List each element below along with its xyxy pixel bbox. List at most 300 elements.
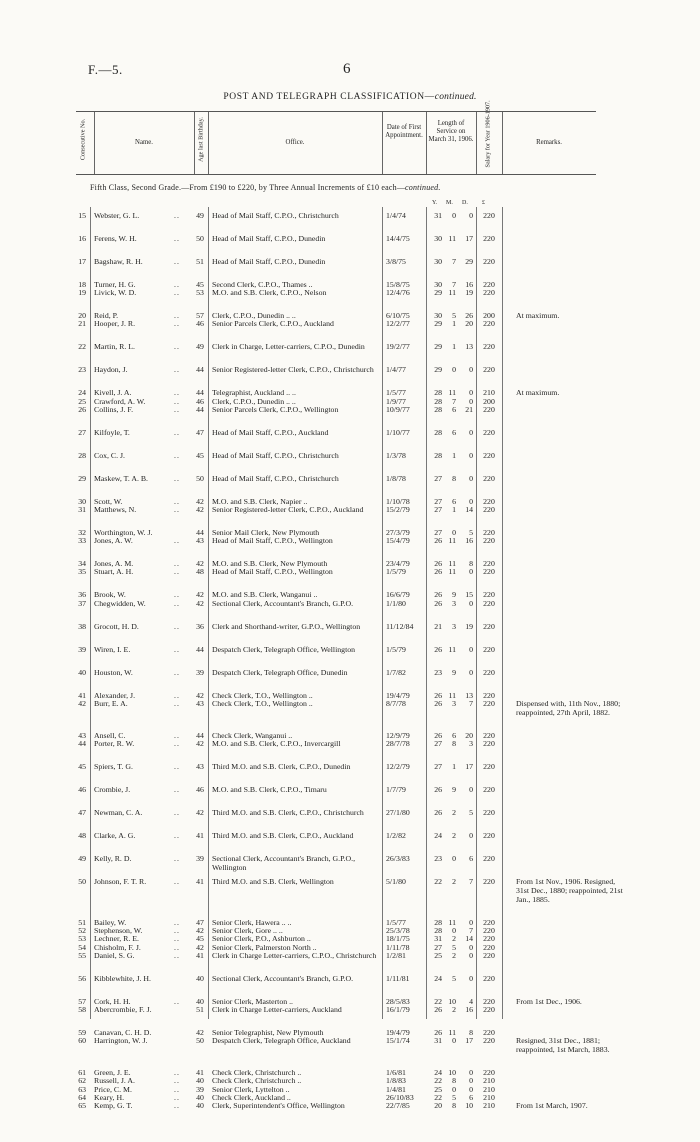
cell-name: Burr, E. A. <box>94 698 128 708</box>
cell-dots: .. <box>174 536 180 546</box>
cell-age: 42 <box>196 559 204 569</box>
cell-date: 12/4/76 <box>386 288 410 298</box>
cell-date: 23/4/79 <box>386 559 410 569</box>
cell-d: 0 <box>469 473 473 483</box>
cell-no: 18 <box>78 280 86 289</box>
cell-name: Keary, H. <box>94 1092 125 1102</box>
class-heading-continued: continued. <box>405 183 441 192</box>
cell-sal: 220 <box>483 950 495 960</box>
cell-d: 0 <box>469 950 473 960</box>
cell-age: 47 <box>196 427 204 437</box>
cell-office: M.O. and S.B. Clerk, Napier .. <box>212 496 308 506</box>
cell-dots: .. <box>174 559 180 569</box>
cell-office: Clerk and Shorthand-writer, G.P.O., Wellington <box>212 621 361 631</box>
cell-m: 8 <box>452 1076 456 1086</box>
cell-office: Senior Parcels Clerk, C.P.O., Auckland <box>212 319 334 329</box>
cell-no: 15 <box>78 211 86 220</box>
cell-name: Daniel, S. G. <box>94 950 135 960</box>
cell-m: 11 <box>448 644 456 654</box>
cell-office: Sectional Clerk, Accountant's Branch, G.P.O. <box>212 973 354 983</box>
cell-sal: 210 <box>483 1084 495 1094</box>
cell-d: 17 <box>465 1036 473 1046</box>
cell-date: 1/2/81 <box>386 950 406 960</box>
title-continued: continued. <box>434 92 477 102</box>
cell-sal: 220 <box>483 257 495 266</box>
cell-date: 1/5/77 <box>386 388 406 398</box>
cell-y: 27 <box>434 505 442 514</box>
cell-d: 14 <box>465 934 473 944</box>
cell-dots: .. <box>174 598 180 608</box>
cell-date: 14/4/75 <box>386 234 410 243</box>
cell-office: Head of Mail Staff, C.P.O., Christchurch <box>212 473 339 483</box>
cell-m: 7 <box>452 280 456 289</box>
cell-date: 22/7/85 <box>386 1101 410 1110</box>
cell-sal: 210 <box>483 1092 495 1102</box>
cell-no: 36 <box>78 590 86 600</box>
table-header <box>76 100 596 175</box>
cell-name: Alexander, J. <box>94 690 136 700</box>
cell-y: 23 <box>434 667 442 677</box>
cell-sal: 220 <box>483 785 495 794</box>
cell-y: 30 <box>434 257 442 266</box>
cell-no: 60 <box>78 1036 86 1046</box>
cell-sal: 220 <box>483 854 495 863</box>
cell-date: 1/5/77 <box>386 918 406 927</box>
cell-d: 29 <box>465 257 473 266</box>
cell-age: 40 <box>196 996 204 1006</box>
cell-name: Kilfoyle, T. <box>94 427 130 437</box>
cell-dots: .. <box>174 427 180 437</box>
cell-d: 8 <box>469 1028 473 1037</box>
cell-no: 37 <box>78 598 86 608</box>
cell-m: 2 <box>452 808 456 817</box>
cell-age: 42 <box>196 598 204 608</box>
cell-m: 6 <box>452 496 456 506</box>
cell-d: 0 <box>469 598 473 608</box>
cell-office: Clerk, C.P.O., Dunedin .. .. <box>212 396 296 406</box>
unit-years: Y. <box>432 200 438 206</box>
cell-m: 7 <box>452 257 456 266</box>
document-reference: F.—5. <box>88 62 123 77</box>
cell-no: 64 <box>78 1092 86 1102</box>
cell-date: 18/1/75 <box>386 934 410 944</box>
cell-name: Maskew, T. A. B. <box>94 473 148 483</box>
cell-no: 46 <box>78 785 86 794</box>
cell-age: 44 <box>196 388 204 398</box>
cell-age: 42 <box>196 690 204 700</box>
cell-d: 15 <box>465 590 473 600</box>
cell-remarks: At maximum. <box>516 311 560 321</box>
cell-age: 42 <box>196 590 204 600</box>
cell-name: Johnson, F. T. R. <box>94 877 147 886</box>
unit-days: D. <box>462 200 468 206</box>
cell-dots: .. <box>174 1092 180 1102</box>
cell-y: 28 <box>434 918 442 927</box>
cell-dots: .. <box>174 934 180 944</box>
cell-no: 25 <box>78 396 86 406</box>
cell-y: 26 <box>434 644 442 654</box>
cell-y: 27 <box>434 762 442 771</box>
cell-y: 26 <box>434 785 442 794</box>
cell-name: Brook, W. <box>94 590 126 600</box>
cell-sal: 220 <box>483 559 495 569</box>
cell-dots: .. <box>174 996 180 1006</box>
cell-age: 45 <box>196 934 204 944</box>
cell-office: Senior Registered-letter Clerk, C.P.O., Auckland <box>212 505 364 514</box>
cell-m: 7 <box>452 396 456 406</box>
cell-age: 57 <box>196 311 204 321</box>
cell-age: 53 <box>196 288 204 298</box>
cell-date: 1/7/79 <box>386 785 406 794</box>
cell-d: 0 <box>469 644 473 654</box>
cell-y: 27 <box>434 739 442 748</box>
cell-age: 48 <box>196 567 204 577</box>
cell-name: Kibblewhite, J. H. <box>94 973 151 983</box>
cell-office: Despatch Clerk, Telegraph Office, Auckland <box>212 1036 351 1046</box>
cell-dots: .. <box>174 567 180 577</box>
cell-no: 27 <box>78 427 86 437</box>
cell-date: 16/1/79 <box>386 1005 410 1014</box>
cell-m: 8 <box>452 1101 456 1110</box>
cell-office: M.O. and S.B. Clerk, C.P.O., Invercargill <box>212 739 341 748</box>
cell-y: 26 <box>434 690 442 700</box>
cell-d: 20 <box>465 730 473 740</box>
cell-age: 51 <box>196 257 204 266</box>
cell-office: Check Clerk, Auckland .. <box>212 1092 291 1102</box>
cell-d: 0 <box>469 667 473 677</box>
cell-m: 11 <box>448 918 456 927</box>
cell-no: 23 <box>78 365 86 375</box>
cell-y: 22 <box>434 1076 442 1086</box>
cell-d: 0 <box>469 942 473 952</box>
cell-date: 1/4/74 <box>386 211 406 220</box>
cell-office: Senior Clerk, Masterton .. <box>212 996 293 1006</box>
cell-date: 1/11/81 <box>386 973 410 983</box>
cell-dots: .. <box>174 211 180 220</box>
cell-no: 42 <box>78 698 86 708</box>
cell-date: 1/2/82 <box>386 831 406 840</box>
cell-sal: 220 <box>483 404 495 414</box>
cell-no: 52 <box>78 926 86 936</box>
cell-date: 1/8/78 <box>386 473 406 483</box>
cell-d: 0 <box>469 785 473 794</box>
cell-age: 44 <box>196 644 204 654</box>
cell-dots: .. <box>174 730 180 740</box>
cell-no: 38 <box>78 621 86 631</box>
cell-no: 65 <box>78 1101 86 1110</box>
cell-dots: .. <box>174 280 180 289</box>
cell-name: Stephenson, W. <box>94 926 143 936</box>
cell-age: 40 <box>196 1076 204 1086</box>
cell-y: 24 <box>434 1068 442 1078</box>
cell-m: 2 <box>452 1005 456 1014</box>
cell-m: 0 <box>452 528 456 537</box>
cell-office: Head of Mail Staff, C.P.O., Auckland <box>212 427 329 437</box>
cell-m: 9 <box>452 785 456 794</box>
header-office: Office. <box>285 139 305 146</box>
cell-name: Jones, A. W. <box>94 536 133 546</box>
cell-office: M.O. and S.B. Clerk, C.P.O., Timaru <box>212 785 327 794</box>
cell-age: 42 <box>196 926 204 936</box>
cell-date: 1/5/79 <box>386 644 406 654</box>
unit-months: M. <box>446 200 453 206</box>
cell-age: 39 <box>196 667 204 677</box>
cell-dots: .. <box>174 621 180 631</box>
cell-sal: 220 <box>483 1068 495 1078</box>
cell-age: 47 <box>196 918 204 927</box>
cell-sal: 220 <box>483 926 495 936</box>
cell-y: 20 <box>434 1101 442 1110</box>
cell-d: 0 <box>469 1068 473 1078</box>
cell-dots: .. <box>174 1068 180 1078</box>
cell-y: 26 <box>434 559 442 569</box>
cell-m: 6 <box>452 404 456 414</box>
cell-m: 10 <box>448 996 456 1006</box>
cell-office: Check Clerk, Wanganui .. <box>212 730 293 740</box>
cell-sal: 220 <box>483 918 495 927</box>
cell-d: 19 <box>465 621 473 631</box>
cell-y: 23 <box>434 854 442 863</box>
cell-age: 49 <box>196 211 204 220</box>
cell-name: Clarke, A. G. <box>94 831 136 840</box>
cell-y: 28 <box>434 450 442 460</box>
cell-age: 40 <box>196 1092 204 1102</box>
cell-date: 6/10/75 <box>386 311 410 321</box>
cell-d: 26 <box>465 311 473 321</box>
cell-d: 14 <box>465 505 473 514</box>
class-heading-text: Fifth Class, Second Grade.—From £190 to £220, by Three Annual Increments of £10 each— <box>90 183 406 192</box>
cell-no: 44 <box>78 739 86 748</box>
cell-no: 41 <box>78 690 86 700</box>
cell-sal: 220 <box>483 319 495 329</box>
cell-y: 31 <box>434 1036 442 1046</box>
cell-no: 58 <box>78 1005 86 1014</box>
cell-date: 16/6/79 <box>386 590 410 600</box>
cell-age: 41 <box>196 1068 204 1078</box>
cell-no: 50 <box>78 877 86 886</box>
cell-no: 16 <box>78 234 86 243</box>
cell-office: Head of Mail Staff, C.P.O., Wellington <box>212 536 333 546</box>
page-number: 6 <box>343 61 351 77</box>
cell-office: Third M.O. and S.B. Clerk, C.P.O., Dunedin <box>212 762 351 771</box>
cell-date: 27/1/80 <box>386 808 410 817</box>
cell-office: Third M.O. and S.B. Clerk, Wellington <box>212 877 334 886</box>
cell-date: 1/7/82 <box>386 667 406 677</box>
cell-age: 44 <box>196 528 204 537</box>
cell-name: Webster, G. L. <box>94 211 140 220</box>
cell-office: Senior Clerk, Hawera .. .. <box>212 918 292 927</box>
cell-d: 0 <box>469 831 473 840</box>
cell-age: 41 <box>196 950 204 960</box>
cell-age: 39 <box>196 854 204 863</box>
cell-y: 31 <box>434 934 442 944</box>
cell-sal: 220 <box>483 427 495 437</box>
cell-m: 5 <box>452 942 456 952</box>
cell-name: Chegwidden, W. <box>94 598 146 608</box>
cell-sal: 220 <box>483 1028 495 1037</box>
cell-no: 39 <box>78 644 86 654</box>
cell-office: Head of Mail Staff, C.P.O., Christchurch <box>212 211 339 220</box>
cell-y: 29 <box>434 288 442 298</box>
cell-dots: .. <box>174 590 180 600</box>
cell-date: 1/11/78 <box>386 942 410 952</box>
cell-sal: 220 <box>483 342 495 352</box>
cell-office: Clerk in Charge Letter-carriers, C.P.O., Christchurch <box>212 950 377 960</box>
cell-office: Head of Mail Staff, C.P.O., Christchurch <box>212 450 339 460</box>
cell-y: 29 <box>434 319 442 329</box>
cell-age: 50 <box>196 234 204 243</box>
cell-name: Russell, J. A. <box>94 1076 135 1086</box>
cell-y: 26 <box>434 698 442 708</box>
cell-sal: 220 <box>483 644 495 654</box>
cell-no: 33 <box>78 536 86 546</box>
cell-name: Matthews, N. <box>94 505 137 514</box>
cell-name: Scott, W. <box>94 496 123 506</box>
cell-name: Cork, H. H. <box>94 996 131 1006</box>
cell-date: 1/8/83 <box>386 1076 406 1086</box>
cell-remarks: From 1st Nov., 1906. Resigned, 31st Dec., 1880; reappointed, 21st Jan., 1885. <box>516 877 623 904</box>
cell-m: 3 <box>452 598 456 608</box>
cell-sal: 220 <box>483 942 495 952</box>
cell-age: 42 <box>196 505 204 514</box>
cell-age: 41 <box>196 877 204 886</box>
cell-y: 27 <box>434 528 442 537</box>
cell-d: 0 <box>469 388 473 398</box>
cell-date: 1/5/79 <box>386 567 406 577</box>
cell-sal: 220 <box>483 1005 495 1014</box>
cell-sal: 220 <box>483 288 495 298</box>
cell-date: 19/4/79 <box>386 1028 410 1037</box>
cell-m: 0 <box>452 926 456 936</box>
cell-y: 21 <box>434 621 442 631</box>
cell-office: Check Clerk, T.O., Wellington .. <box>212 698 313 708</box>
cell-dots: .. <box>174 690 180 700</box>
cell-name: Ferens, W. H. <box>94 234 137 243</box>
cell-age: 42 <box>196 1028 204 1037</box>
cell-no: 45 <box>78 762 86 771</box>
cell-date: 12/2/79 <box>386 762 410 771</box>
cell-date: 3/8/75 <box>386 257 406 266</box>
cell-age: 39 <box>196 1084 204 1094</box>
column-rule <box>382 207 383 1019</box>
header-remarks: Remarks. <box>536 139 562 146</box>
cell-dots: .. <box>174 404 180 414</box>
cell-no: 32 <box>78 528 86 537</box>
cell-y: 26 <box>434 598 442 608</box>
cell-sal: 220 <box>483 211 495 220</box>
cell-sal: 220 <box>483 996 495 1006</box>
cell-dots: .. <box>174 667 180 677</box>
cell-no: 30 <box>78 496 86 506</box>
cell-age: 44 <box>196 730 204 740</box>
cell-age: 42 <box>196 496 204 506</box>
cell-name: Grocott, H. D. <box>94 621 139 631</box>
cell-no: 35 <box>78 567 86 577</box>
cell-age: 45 <box>196 450 204 460</box>
cell-office: Senior Clerk, Lyttelton .. <box>212 1084 290 1094</box>
cell-d: 0 <box>469 1076 473 1086</box>
cell-date: 1/9/77 <box>386 396 406 406</box>
cell-y: 26 <box>434 567 442 577</box>
cell-name: Kemp, G. T. <box>94 1101 133 1110</box>
column-rule <box>208 207 209 1019</box>
cell-sal: 210 <box>483 1076 495 1086</box>
cell-name: Chisholm, F. J. <box>94 942 141 952</box>
cell-m: 5 <box>452 1092 456 1102</box>
cell-m: 2 <box>452 831 456 840</box>
cell-m: 5 <box>452 973 456 983</box>
cell-no: 54 <box>78 942 86 952</box>
cell-date: 1/6/81 <box>386 1068 406 1078</box>
cell-age: 50 <box>196 473 204 483</box>
cell-dots: .. <box>174 505 180 514</box>
cell-sal: 220 <box>483 496 495 506</box>
cell-date: 1/10/78 <box>386 496 410 506</box>
cell-d: 16 <box>465 1005 473 1014</box>
cell-name: Livick, W. D. <box>94 288 137 298</box>
cell-y: 25 <box>434 1084 442 1094</box>
class-heading <box>90 183 441 192</box>
page-title <box>0 92 700 102</box>
cell-name: Porter, R. W. <box>94 739 135 748</box>
cell-dots: .. <box>174 739 180 748</box>
cell-d: 17 <box>465 762 473 771</box>
cell-age: 46 <box>196 785 204 794</box>
cell-remarks: At maximum. <box>516 388 560 398</box>
cell-office: Head of Mail Staff, C.P.O., Dunedin <box>212 234 326 243</box>
cell-d: 0 <box>469 496 473 506</box>
cell-office: Senior Clerk, P.O., Ashburton .. <box>212 934 311 944</box>
cell-office: Third M.O. and S.B. Clerk, C.P.O., Christchurch <box>212 808 364 817</box>
cell-date: 15/1/74 <box>386 1036 410 1046</box>
cell-m: 0 <box>452 854 456 863</box>
cell-sal: 220 <box>483 730 495 740</box>
cell-office: Second Clerk, C.P.O., Thames .. <box>212 280 313 289</box>
cell-office: Check Clerk, Christchurch .. <box>212 1076 302 1086</box>
cell-age: 36 <box>196 621 204 631</box>
cell-d: 3 <box>469 739 473 748</box>
cell-dots: .. <box>174 311 180 321</box>
cell-dots: .. <box>174 496 180 506</box>
cell-office: Clerk, Superintendent's Office, Wellington <box>212 1101 345 1110</box>
cell-d: 0 <box>469 973 473 983</box>
cell-y: 26 <box>434 536 442 546</box>
cell-sal: 220 <box>483 934 495 944</box>
cell-age: 41 <box>196 831 204 840</box>
cell-name: Kelly, R. D. <box>94 854 132 863</box>
cell-dots: .. <box>174 785 180 794</box>
cell-date: 1/4/77 <box>386 365 406 375</box>
cell-date: 27/3/79 <box>386 528 410 537</box>
cell-name: Lechner, R. E. <box>94 934 139 944</box>
cell-sal: 200 <box>483 311 495 321</box>
cell-name: Reid, P. <box>94 311 119 321</box>
cell-d: 7 <box>469 877 473 886</box>
cell-office: Sectional Clerk, Accountant's Branch, G.P.O. <box>212 598 354 608</box>
cell-name: Bailey, W. <box>94 918 127 927</box>
cell-y: 27 <box>434 942 442 952</box>
cell-sal: 220 <box>483 831 495 840</box>
cell-y: 26 <box>434 1005 442 1014</box>
cell-office: Senior Parcels Clerk, C.P.O., Wellington <box>212 404 339 414</box>
cell-sal: 220 <box>483 667 495 677</box>
cell-dots: .. <box>174 854 180 863</box>
cell-date: 5/1/80 <box>386 877 406 886</box>
cell-remarks: Dispensed with, 11th Nov., 1880; reappointed, 27th April, 1882. <box>516 698 621 717</box>
cell-date: 15/2/79 <box>386 505 410 514</box>
cell-m: 1 <box>452 505 456 514</box>
cell-office: Clerk in Charge Letter-carriers, Auckland <box>212 1005 342 1014</box>
